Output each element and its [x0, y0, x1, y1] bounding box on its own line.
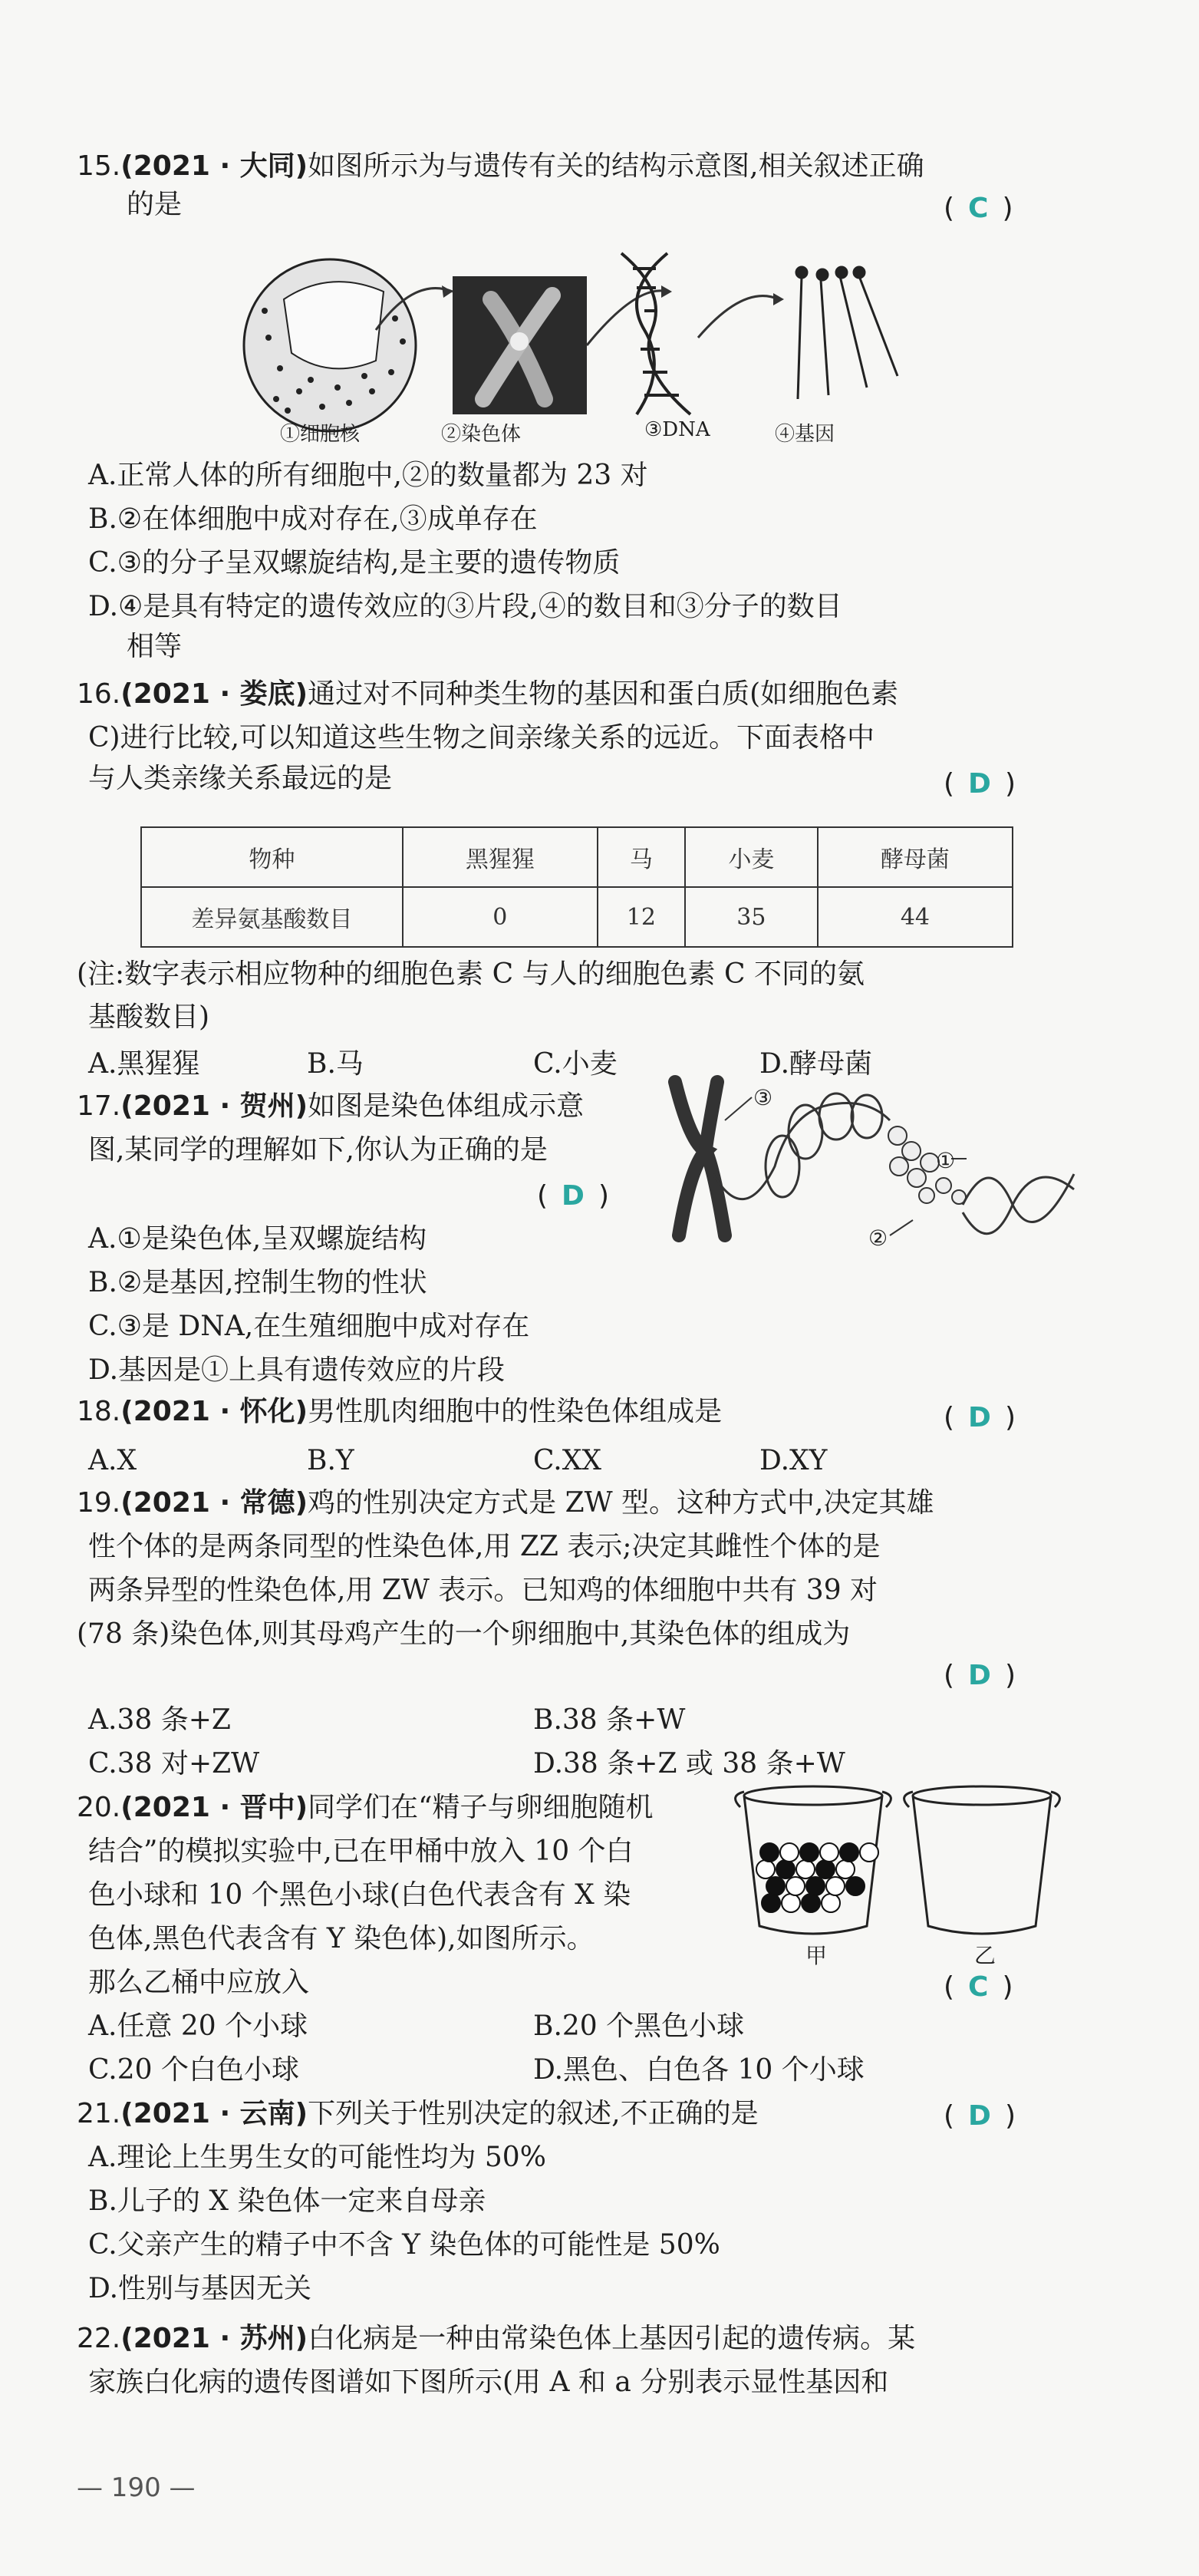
table-cell: 12: [598, 887, 685, 947]
amino-acid-table: [140, 826, 1013, 948]
black-ball: [760, 1843, 779, 1862]
q21-option-b: B.儿子的 X 染色体一定来自母亲: [88, 2185, 486, 2217]
q20-buckets-figure: [736, 1780, 1066, 1968]
table-header-yeast: 酵母菌: [818, 827, 1013, 887]
table-row: [141, 887, 1013, 947]
white-ball: [822, 1894, 840, 1912]
caption-nucleus: ①细胞核: [280, 423, 361, 446]
q17-option-b: B.②是基因,控制生物的性状: [88, 1267, 427, 1298]
q22-stem-cont: 家族白化病的遗传图谱如下图所示(用 A 和 a 分别表示显性基因和: [88, 2367, 889, 2398]
white-ball: [786, 1877, 805, 1895]
white-ball: [860, 1843, 878, 1862]
q20-answer-letter: C: [968, 1971, 989, 2003]
table-cell: 35: [685, 887, 818, 947]
q16-source: (2021 · 娄底): [120, 678, 308, 710]
q19-stem-cont2: 两条异型的性染色体,用 ZW 表示。已知鸡的体细胞中共有 39 对: [88, 1575, 878, 1606]
q20-option-a: A.任意 20 个小球: [88, 2010, 308, 2042]
q15-stem: 如图所示为与遗传有关的结构示意图,相关叙述正确: [308, 150, 924, 182]
table-header-horse: 马: [598, 827, 685, 887]
q18-source: (2021 · 怀化): [120, 1396, 308, 1427]
q16-option-d: D.酵母菌: [759, 1048, 873, 1080]
table-header-chimp: 黑猩猩: [403, 827, 598, 887]
q17-chromosome-figure: [660, 1059, 1089, 1258]
q19-answer-letter: D: [968, 1660, 991, 1691]
caption-dna: ③DNA: [644, 418, 710, 441]
q21-option-d: D.性别与基因无关: [88, 2273, 312, 2304]
white-ball: [820, 1843, 838, 1862]
caption-gene: ④基因: [775, 423, 835, 446]
q22-source: (2021 · 苏州): [120, 2323, 308, 2354]
q19-option-b: B.38 条+W: [533, 1704, 686, 1736]
q17-number: 17.: [77, 1090, 121, 1122]
q15-stem-cont: 的是: [127, 189, 183, 220]
q17-source: (2021 · 贺州): [120, 1090, 308, 1122]
q16-note-cont: 基酸数目): [88, 1001, 210, 1033]
q16-option-b: B.马: [307, 1048, 364, 1080]
q20-stem-cont1: 结合”的模拟实验中,已在甲桶中放入 10 个白: [88, 1836, 634, 1867]
label-2: ②: [868, 1225, 888, 1251]
dna-helix-illustration: [621, 253, 690, 414]
white-ball: [796, 1860, 815, 1878]
q22-line1: [77, 2322, 915, 2356]
q15-option-b: B.②在体细胞中成对存在,③成单存在: [88, 503, 538, 535]
white-ball: [756, 1860, 775, 1878]
white-ball: [782, 1894, 800, 1912]
q15-answer-letter: C: [968, 193, 989, 224]
q22-stem: 白化病是一种由常染色体上基因引起的遗传病。某: [308, 2323, 916, 2354]
q16-note: (注:数字表示相应物种的细胞色素 C 与人的细胞色素 C 不同的氨: [77, 958, 865, 990]
black-ball: [806, 1877, 825, 1895]
q17-option-a: A.①是染色体,呈双螺旋结构: [88, 1223, 427, 1255]
q19-option-c: C.38 对+ZW: [88, 1748, 260, 1779]
black-ball: [800, 1843, 819, 1862]
q18-answer: ( D ): [944, 1402, 1016, 1433]
balls-group: [756, 1843, 878, 1912]
q17-option-d: D.基因是①上具有遗传效应的片段: [88, 1354, 506, 1386]
q18-option-d: D.XY: [759, 1445, 828, 1476]
q15-option-c: C.③的分子呈双螺旋结构,是主要的遗传物质: [88, 547, 621, 579]
q21-stem: 下列关于性别决定的叙述,不正确的是: [308, 2098, 759, 2129]
q19-stem-cont3: (78 条)染色体,则其母鸡产生的一个卵细胞中,其染色体的组成为: [77, 1618, 851, 1650]
q15-option-a: A.正常人体的所有细胞中,②的数量都为 23 对: [88, 460, 648, 491]
q20-stem: 同学们在“精子与卵细胞随机: [308, 1792, 654, 1823]
black-ball: [802, 1894, 820, 1912]
q15-number: 15.: [77, 150, 121, 182]
q20-stem-cont3: 色体,黑色代表含有 Y 染色体),如图所示。: [88, 1923, 595, 1954]
q21-source: (2021 · 云南): [120, 2098, 308, 2129]
q20-stem-cont2: 色小球和 10 个黑色小球(白色代表含有 X 染: [88, 1879, 631, 1911]
q16-number: 16.: [77, 678, 121, 710]
black-ball: [762, 1894, 780, 1912]
q16-line1: [77, 678, 898, 711]
table-header-wheat: 小麦: [685, 827, 818, 887]
q17-answer-letter: D: [562, 1180, 585, 1212]
q19-number: 19.: [77, 1487, 121, 1519]
bucket-label-jia: 甲: [805, 1943, 828, 1968]
q20-option-c: C.20 个白色小球: [88, 2054, 299, 2086]
black-ball: [766, 1877, 785, 1895]
q18-line1: [77, 1395, 722, 1429]
q22-number: 22.: [77, 2323, 121, 2354]
bucket-jia: [736, 1786, 891, 1934]
label-3: ③: [753, 1085, 773, 1110]
q20-stem-cont4: 那么乙桶中应放入: [88, 1967, 310, 1998]
q15-line1: [77, 150, 924, 183]
bucket-yi: [904, 1786, 1060, 1934]
q18-option-c: C.XX: [533, 1445, 601, 1476]
nucleus-illustration: [244, 259, 416, 431]
q15-option-d-cont: 相等: [127, 631, 183, 662]
q21-option-c: C.父亲产生的精子中不含 Y 染色体的可能性是 50%: [88, 2229, 720, 2261]
q20-source: (2021 · 晋中): [120, 1792, 308, 1823]
q18-number: 18.: [77, 1396, 121, 1427]
q15-answer: ( C ): [944, 193, 1013, 224]
q16-answer-letter: D: [968, 768, 991, 800]
q15-option-d: D.④是具有特定的遗传效应的③片段,④的数目和③分子的数目: [88, 591, 842, 622]
q16-stem: 通过对不同种类生物的基因和蛋白质(如细胞色素: [308, 678, 899, 710]
table-cell: 44: [818, 887, 1013, 947]
gene-illustration: [796, 267, 898, 399]
page-number: — 190 —: [77, 2472, 196, 2503]
q17-option-c: C.③是 DNA,在生殖细胞中成对存在: [88, 1311, 530, 1342]
table-header-row: [141, 827, 1013, 887]
q19-option-d: D.38 条+Z 或 38 条+W: [533, 1748, 845, 1779]
q20-option-b: B.20 个黑色小球: [533, 2010, 745, 2042]
q16-answer: ( D ): [944, 768, 1016, 800]
bucket-label-yi: 乙: [974, 1943, 996, 1968]
q19-stem-cont1: 性个体的是两条同型的性染色体,用 ZZ 表示;决定其雌性个体的是: [88, 1531, 881, 1562]
q16-stem-cont1: C)进行比较,可以知道这些生物之间亲缘关系的远近。下面表格中: [88, 722, 875, 754]
q19-answer: ( D ): [944, 1660, 1016, 1691]
q18-stem: 男性肌肉细胞中的性染色体组成是: [308, 1396, 723, 1427]
q20-number: 20.: [77, 1792, 121, 1823]
q16-option-c: C.小麦: [533, 1048, 618, 1080]
q16-option-a: A.黑猩猩: [88, 1048, 200, 1080]
coiled-fiber-illustration: [713, 1093, 890, 1199]
q19-stem: 鸡的性别决定方式是 ZW 型。这种方式中,决定其雄: [308, 1487, 934, 1519]
q18-answer-letter: D: [968, 1402, 991, 1433]
q21-option-a: A.理论上生男生女的可能性均为 50%: [88, 2142, 546, 2173]
q21-line1: [77, 2097, 759, 2131]
chromosome-illustration: [453, 276, 587, 414]
black-ball: [776, 1860, 795, 1878]
q19-option-a: A.38 条+Z: [88, 1704, 231, 1736]
q21-answer-letter: D: [968, 2100, 991, 2132]
q18-option-a: A.X: [88, 1445, 137, 1476]
q20-line1: [77, 1791, 654, 1825]
q19-line1: [77, 1486, 934, 1520]
label-1: ①: [936, 1148, 956, 1173]
table-row-label: 差异氨基酸数目: [141, 887, 403, 947]
q21-answer: ( D ): [944, 2100, 1016, 2132]
dna-strand-illustration: [963, 1174, 1074, 1234]
chromosome-x-illustration: [675, 1082, 725, 1235]
q18-option-b: B.Y: [307, 1445, 354, 1476]
q17-answer: ( D ): [537, 1180, 609, 1212]
black-ball: [846, 1877, 865, 1895]
white-ball: [826, 1877, 845, 1895]
q15-source: (2021 · 大同): [120, 150, 308, 182]
q20-option-d: D.黑色、白色各 10 个小球: [533, 2054, 865, 2086]
black-ball: [840, 1843, 858, 1862]
q17-stem: 如图是染色体组成示意: [308, 1090, 585, 1122]
black-ball: [816, 1860, 835, 1878]
q16-stem-cont2: 与人类亲缘关系最远的是: [88, 763, 393, 794]
q20-answer: ( C ): [944, 1971, 1013, 2003]
caption-chromosome: ②染色体: [441, 423, 522, 446]
table-cell: 0: [403, 887, 598, 947]
table-header-species: 物种: [141, 827, 403, 887]
q21-number: 21.: [77, 2098, 121, 2129]
q19-source: (2021 · 常德): [120, 1487, 308, 1519]
q17-line1: [77, 1090, 584, 1123]
white-ball: [836, 1860, 855, 1878]
white-ball: [780, 1843, 799, 1862]
q17-stem-cont: 图,某同学的理解如下,你认为正确的是: [88, 1134, 548, 1166]
